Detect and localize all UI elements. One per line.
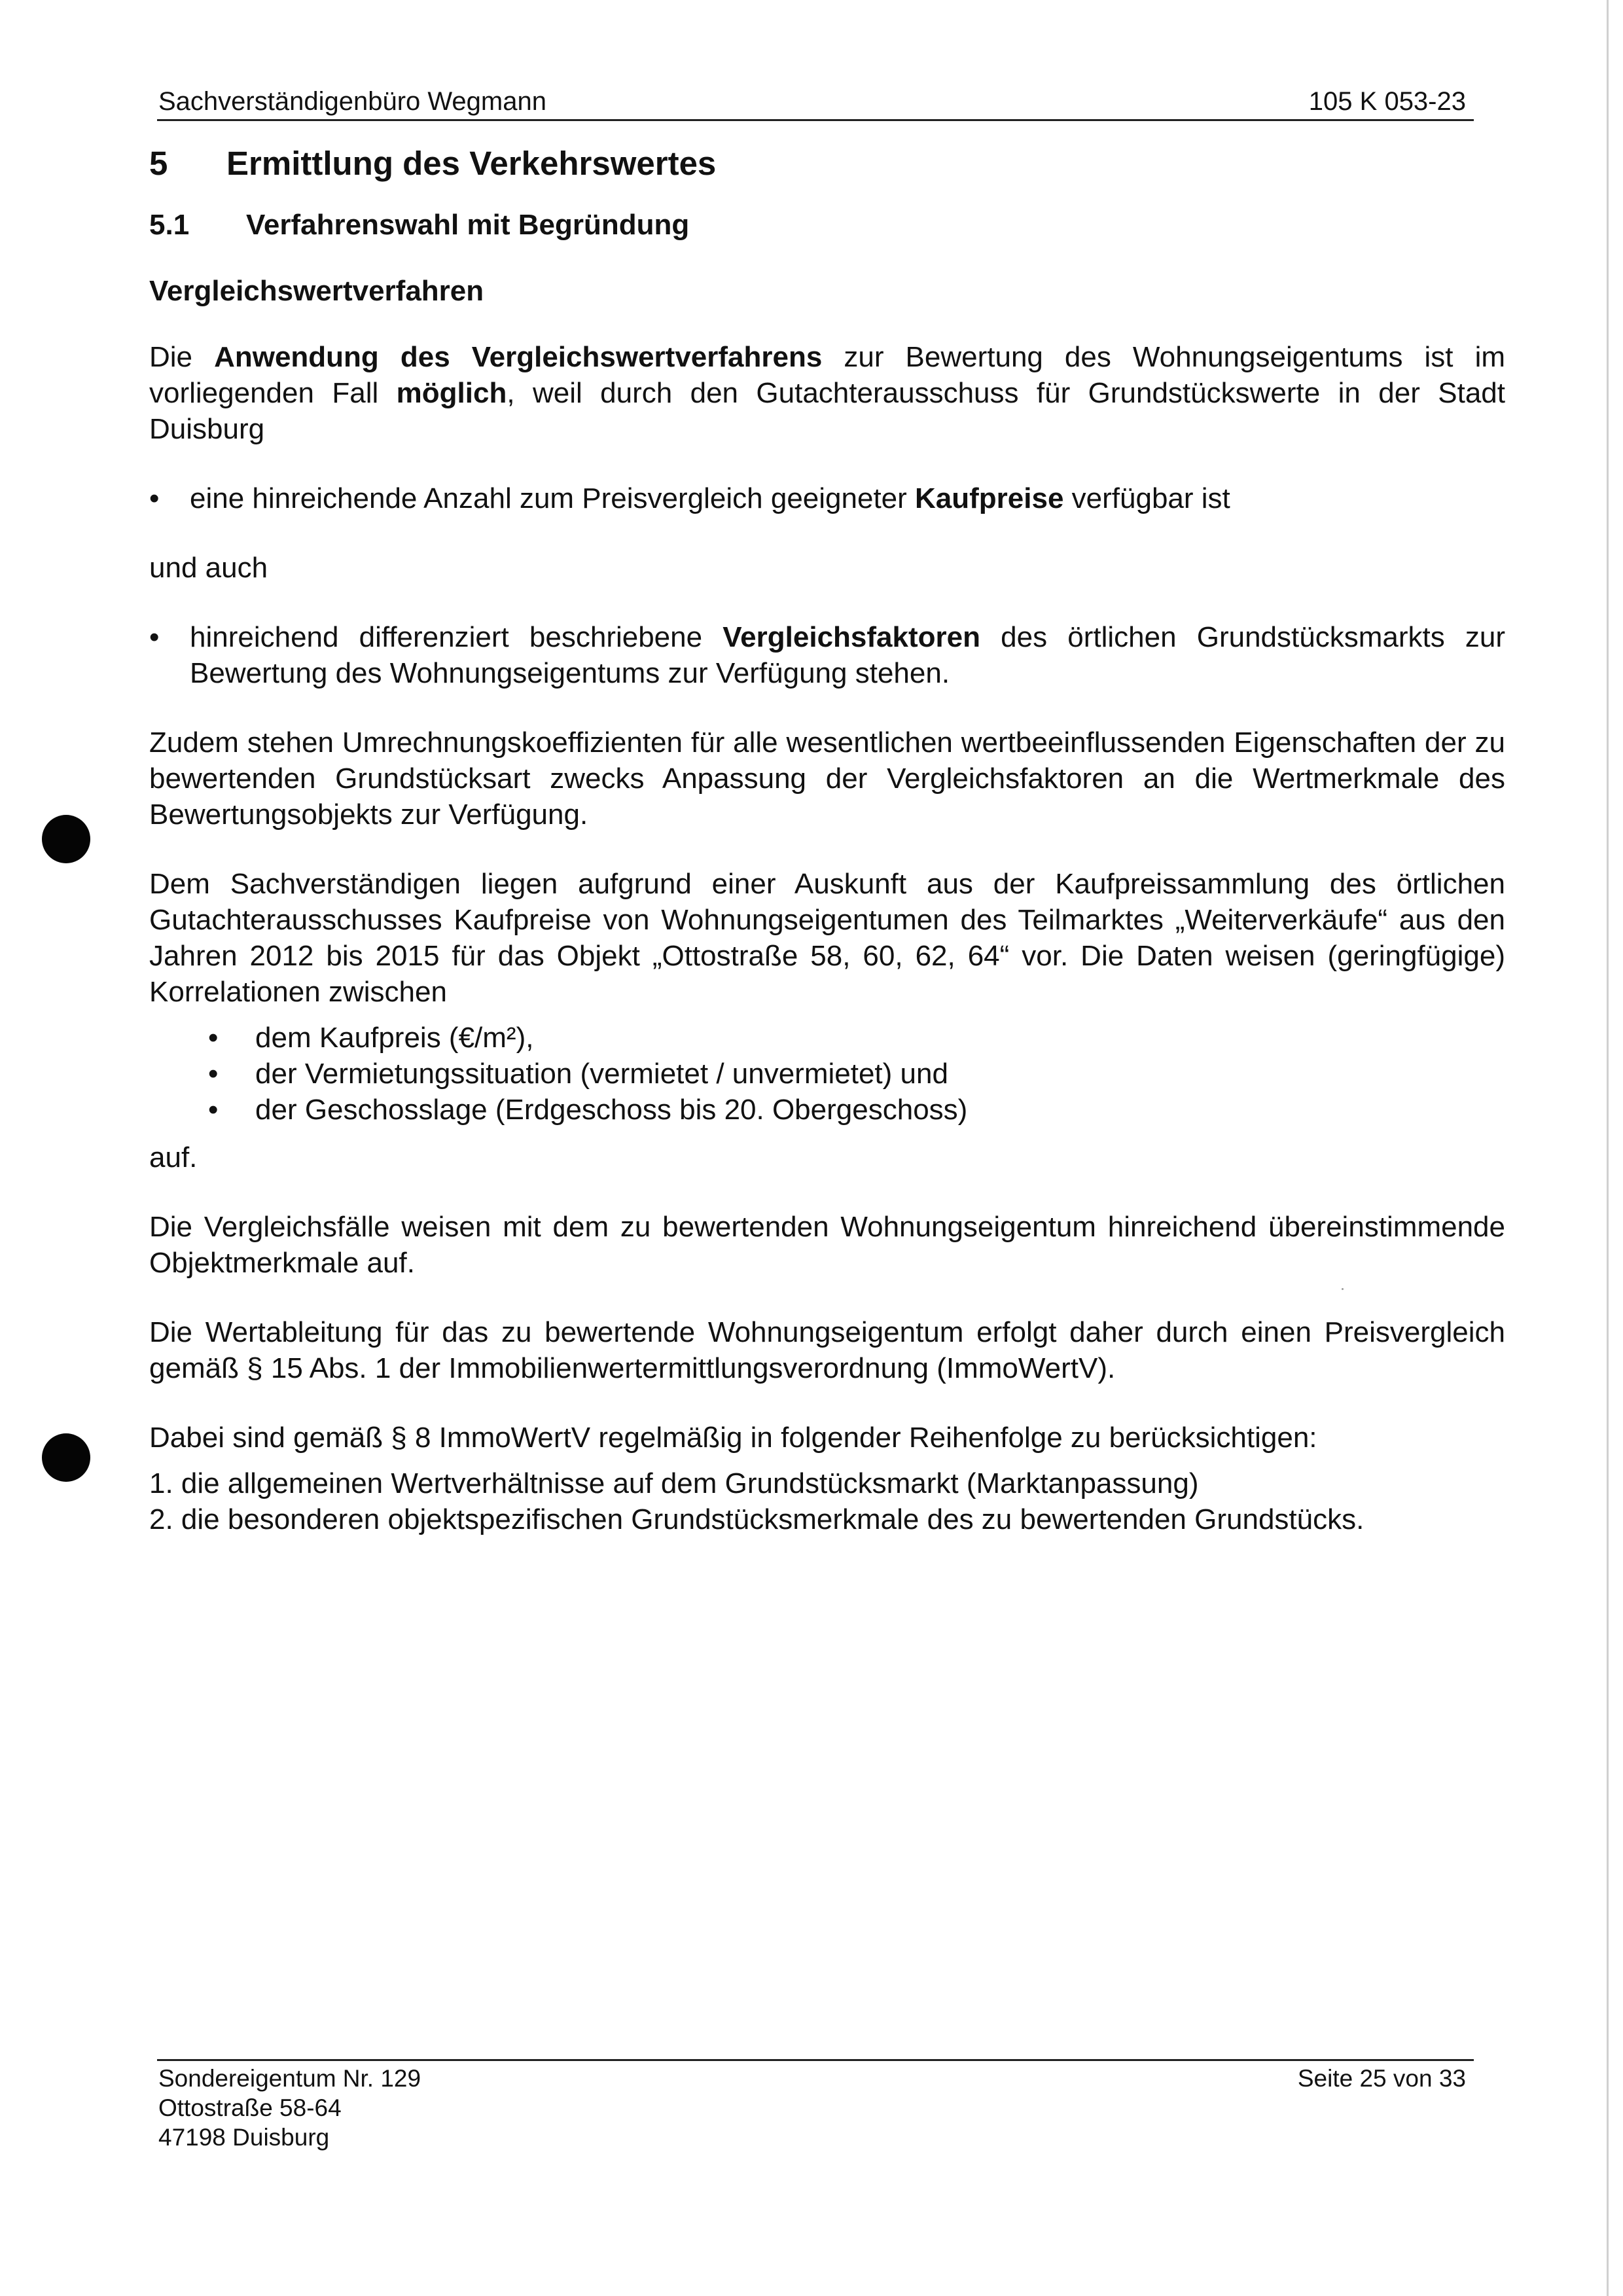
footer-unit: Sondereigentum Nr. 129 (158, 2065, 421, 2092)
coefficients-paragraph: Zudem stehen Umrechnungskoeffizienten für alle wesentlichen wertbeeinflussenden Eigenschaften der zu bewertenden Grundstücksart zwecks Anpassung der Vergleichsfaktoren an die Wertmerkmale des Bewertungsobjekts zur Verfügung. (149, 726, 1505, 831)
list-item-text: der Geschosslage (Erdgeschoss bis 20. Obergeschoss) (255, 1094, 968, 1126)
subsection-title: Verfahrenswahl mit Begründung (246, 209, 690, 241)
scan-edge-line (1607, 0, 1609, 2296)
numbered-list (149, 1465, 1505, 1537)
bullet-text-end: verfügbar ist (1063, 482, 1230, 514)
bullet-emphasis: Kaufpreise (915, 482, 1064, 514)
header-office-name: Sachverständigenbüro Wegmann (158, 87, 546, 116)
bullet-purchase-prices (149, 480, 1505, 516)
section-heading (149, 144, 1505, 183)
subsection-number: 5.1 (149, 209, 190, 241)
subsection-heading (149, 207, 1505, 243)
list-item (149, 1020, 1505, 1056)
connector-text: und auch (149, 552, 268, 584)
intro-text-end: , weil durch den Gutachterausschuss für Grundstückswerte in der Stadt Duisburg (149, 377, 1505, 445)
closing-word: auf. (149, 1141, 198, 1174)
list-item (149, 1092, 1505, 1128)
list-item-text: der Vermietungssituation (vermietet / unvermietet) und (255, 1058, 948, 1090)
page-number: Seite 25 von 33 (1297, 2065, 1466, 2092)
bullet-text-start: hinreichend differenziert beschriebene (190, 621, 723, 653)
bullet-marker: • (208, 1022, 219, 1054)
bullet-text-end: des örtlichen Grundstücksmarkts zur Bewertung des Wohnungseigentums zur Verfügung stehen. (190, 621, 1505, 689)
header-case-number: 105 K 053-23 (1308, 87, 1466, 116)
punch-hole-top (42, 815, 90, 863)
comparison-cases-paragraph: Die Vergleichsfälle weisen mit dem zu bewertenden Wohnungseigentum hinreichend übereinstimmende Objektmerkmale auf. (149, 1211, 1505, 1279)
value-derivation-paragraph: Die Wertableitung für das zu bewertende Wohnungseigentum erfolgt daher durch einen Preisvergleich gemäß § 15 Abs. 1 der Immobilienwertermittlungsverordnung (ImmoWertV). (149, 1316, 1505, 1384)
bullet-marker: • (149, 621, 160, 653)
intro-text-middle: zur Bewertung des Wohnungseigentums ist im vorliegenden Fall (149, 341, 1506, 409)
section-title: Ermittlung des Verkehrswertes (226, 145, 717, 182)
bullet-marker: • (208, 1058, 219, 1090)
bullet-emphasis: Vergleichsfaktoren (722, 621, 980, 653)
list-item (149, 1056, 1505, 1092)
punch-hole-bottom (42, 1433, 90, 1482)
document-body (149, 144, 1505, 1537)
footer-street: Ottostraße 58-64 (158, 2094, 342, 2121)
correlation-list (149, 1020, 1505, 1128)
section-number: 5 (149, 145, 168, 182)
purchase-data-paragraph: Dem Sachverständigen liegen aufgrund einer Auskunft aus der Kaufpreissammlung des örtlichen Gutachterausschusses Kaufpreise von Wohnungseigentumen des Teilmarktes „Weiterverkäufe“ aus den Jahren 2012 bis 2015 für das Objekt „Ottostraße 58, 60, 62, 64“ vor. Die Daten weisen (geringfügige) Korrelationen zwischen (149, 868, 1505, 1008)
page-footer (157, 2059, 1474, 2151)
bullet-text-start: eine hinreichende Anzahl zum Preisvergleich geeigneter (190, 482, 916, 514)
bullet-comparison-factors (149, 619, 1505, 691)
list-item: 2. die besonderen objektspezifischen Grundstücksmerkmale des zu bewertenden Grundstücks. (149, 1503, 1364, 1535)
footer-city: 47198 Duisburg (158, 2124, 330, 2151)
footer-address (158, 2064, 421, 2152)
intro-text-start: Die (149, 341, 215, 373)
method-heading: Vergleichswertverfahren (149, 275, 484, 307)
bullet-marker: • (149, 482, 160, 514)
intro-paragraph (149, 339, 1505, 447)
list-item-text: dem Kaufpreis (€/m²), (255, 1022, 534, 1054)
intro-emphasis-possible: möglich (396, 377, 507, 409)
bullet-marker: • (208, 1094, 219, 1126)
consideration-order-paragraph: Dabei sind gemäß § 8 ImmoWertV regelmäßig in folgender Reihenfolge zu berücksichtigen: (149, 1422, 1317, 1454)
list-item: 1. die allgemeinen Wertverhältnisse auf dem Grundstücksmarkt (Marktanpassung) (149, 1467, 1199, 1499)
page-header (157, 85, 1474, 121)
intro-emphasis-method: Anwendung des Vergleichswertverfahrens (214, 341, 823, 373)
